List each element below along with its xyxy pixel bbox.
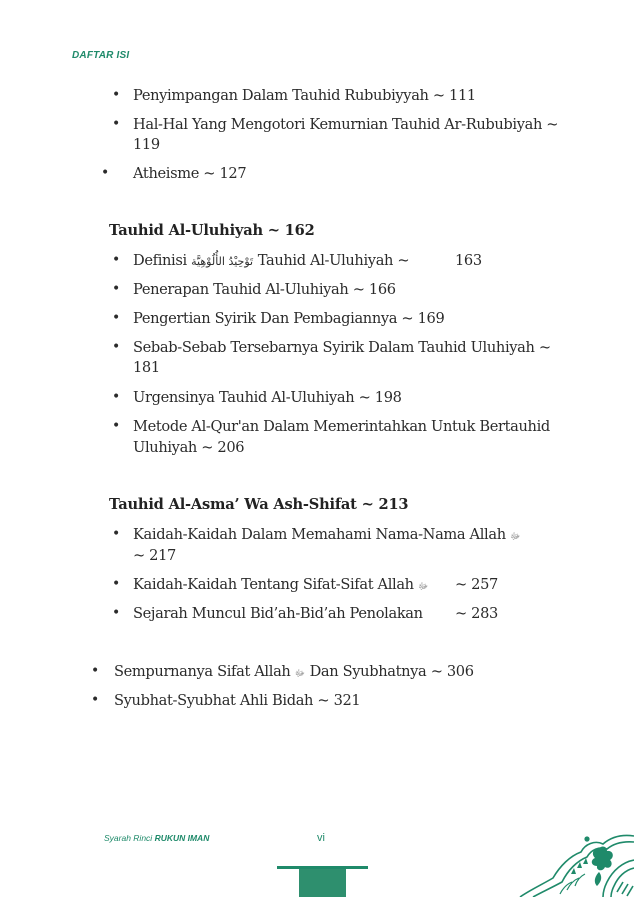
book-title-main: RUKUN IMAN	[154, 833, 210, 843]
toc-entry[interactable]: Urgensinya Tauhid Al-Uluhiyah ~ 198	[133, 389, 402, 406]
bullet-icon: •	[112, 339, 121, 355]
toc-entry-continuation[interactable]: ~ 217	[133, 547, 176, 564]
toc-entry-continuation[interactable]: 119	[133, 136, 160, 153]
page-number: ~ 257	[455, 576, 498, 593]
arabic-term: تَوْحِيْدُ الأُلُوْهِيَّة	[191, 255, 254, 268]
toc-entry[interactable]: Metode Al-Qur'an Dalam Memerintahkan Untuk Bertauhid	[133, 418, 550, 435]
floral-ornament-icon	[515, 830, 634, 897]
honorific-icon: ﷻ	[418, 582, 429, 592]
page-number: 163	[455, 252, 482, 269]
bullet-icon: •	[112, 605, 121, 621]
section-heading[interactable]: Tauhid Al-Uluhiyah ~ 162	[109, 222, 315, 239]
bullet-icon: •	[112, 526, 121, 542]
toc-entry[interactable]: Sejarah Muncul Bid’ah-Bid’ah Penolakan	[133, 605, 423, 622]
bullet-icon: •	[112, 87, 121, 103]
entry-text: Kaidah-Kaidah Tentang Sifat-Sifat Allah	[133, 576, 414, 593]
bullet-icon: •	[112, 252, 121, 268]
bullet-icon: •	[101, 165, 110, 181]
bullet-icon: •	[112, 389, 121, 405]
toc-entry[interactable]	[114, 661, 474, 685]
bullet-icon: •	[91, 663, 100, 679]
toc-entry-continuation[interactable]: 181	[133, 359, 160, 376]
page-number-footer: vi	[317, 832, 325, 844]
toc-entry[interactable]	[133, 574, 428, 598]
toc-entry[interactable]: Penyimpangan Dalam Tauhid Rububiyyah ~ 111	[133, 87, 476, 104]
toc-entry[interactable]	[133, 250, 409, 272]
bullet-icon: •	[91, 692, 100, 708]
toc-entry[interactable]: Pengertian Syirik Dan Pembagiannya ~ 169	[133, 310, 445, 327]
toc-entry[interactable]: Hal-Hal Yang Mengotori Kemurnian Tauhid Ar-Rububiyah ~	[133, 116, 559, 133]
running-header: DAFTAR ISI	[72, 50, 130, 61]
entry-suffix: Dan Syubhatnya ~ 306	[309, 663, 474, 680]
bullet-icon: •	[112, 576, 121, 592]
book-title	[104, 833, 209, 843]
toc-entry-continuation[interactable]: Uluhiyah ~ 206	[133, 439, 245, 456]
toc-entry[interactable]: Atheisme ~ 127	[133, 165, 247, 182]
toc-entry[interactable]: Syubhat-Syubhat Ahli Bidah ~ 321	[114, 692, 361, 709]
page-number: ~ 283	[455, 605, 498, 622]
toc-entry[interactable]: Sebab-Sebab Tersebarnya Syirik Dalam Tauhid Uluhiyah ~	[133, 339, 551, 356]
entry-suffix: Tauhid Al-Uluhiyah ~	[257, 252, 410, 269]
bullet-icon: •	[112, 116, 121, 132]
toc-entry[interactable]	[133, 524, 520, 548]
entry-prefix: Definisi	[133, 252, 187, 269]
bullet-icon: •	[112, 310, 121, 326]
book-title-prefix: Syarah Rinci	[104, 833, 153, 843]
honorific-icon: ﷻ	[294, 669, 305, 679]
bullet-icon: •	[112, 281, 121, 297]
toc-entry[interactable]: Penerapan Tauhid Al-Uluhiyah ~ 166	[133, 281, 396, 298]
honorific-icon: ﷻ	[510, 532, 521, 542]
entry-prefix: Sempurnanya Sifat Allah	[114, 663, 291, 680]
footer-tab-block	[299, 869, 346, 897]
section-heading[interactable]: Tauhid Al-Asma’ Wa Ash-Shifat ~ 213	[109, 496, 409, 513]
entry-text: Kaidah-Kaidah Dalam Memahami Nama-Nama Allah	[133, 526, 506, 543]
bullet-icon: •	[112, 418, 121, 434]
